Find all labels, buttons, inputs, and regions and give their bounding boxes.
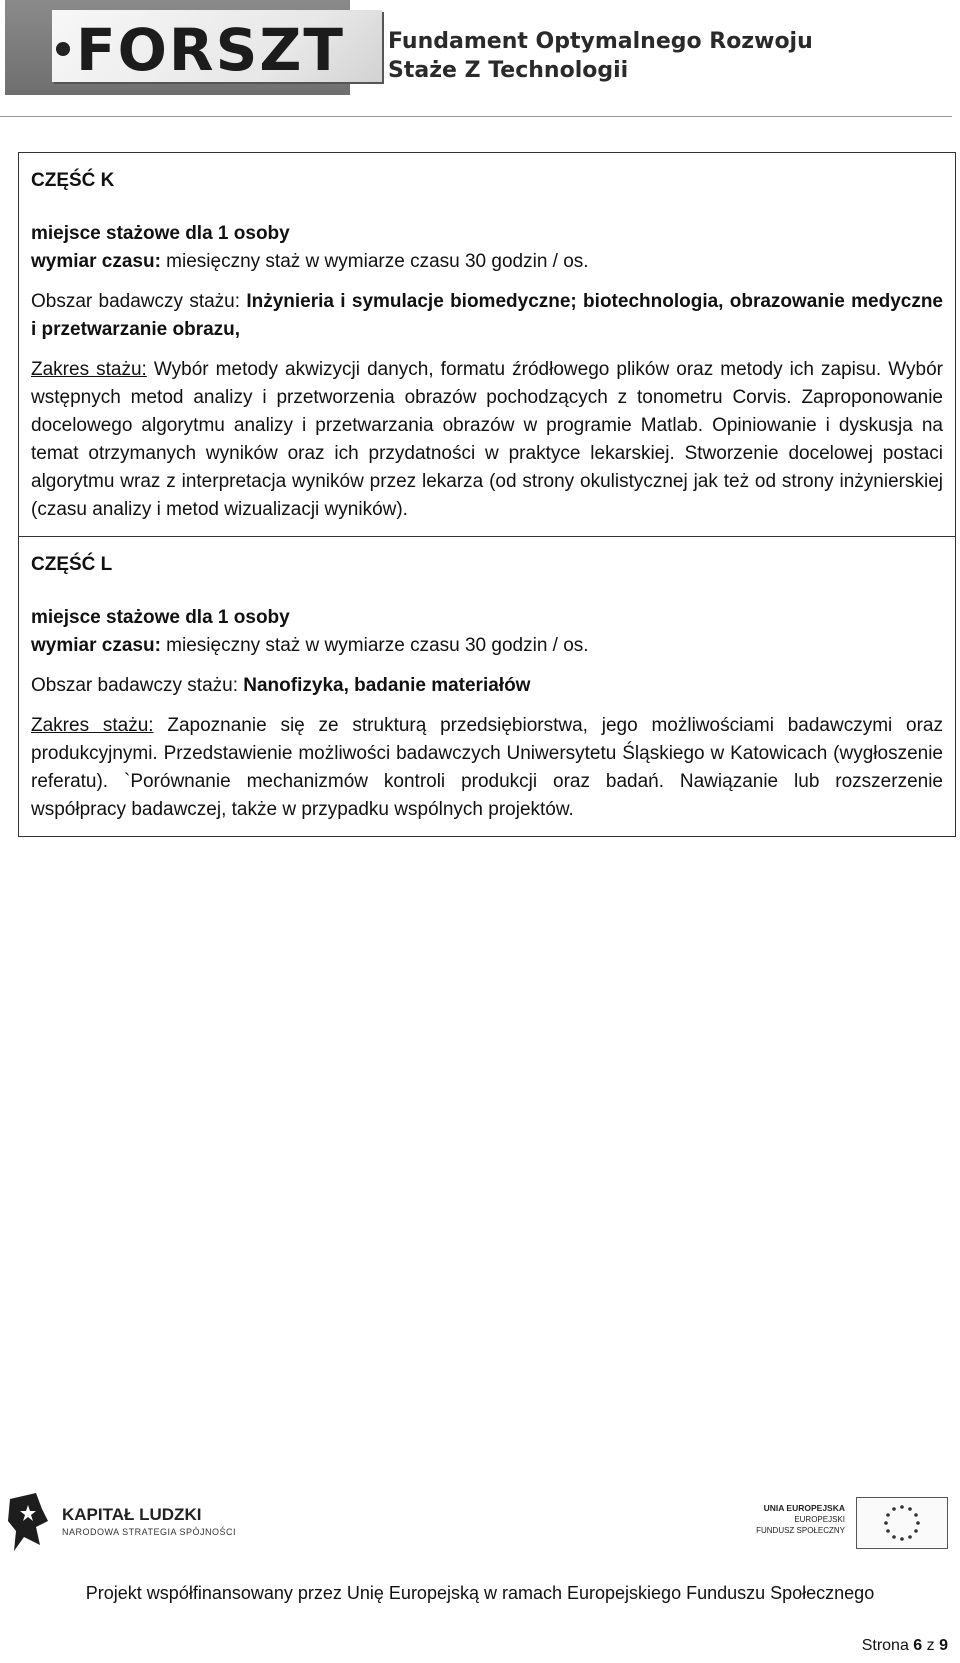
scope-label: Zakres stażu: — [31, 359, 147, 380]
page-prefix: Strona — [861, 1637, 914, 1654]
time-line — [31, 248, 943, 276]
time-label: wymiar czasu: — [31, 251, 161, 272]
forszt-logo-text: FORSZT — [76, 16, 345, 84]
project-subtitle-line1: Fundament Optymalnego Rozwoju — [388, 29, 813, 54]
scope-label: Zakres stażu: — [31, 715, 154, 736]
kapital-ludzki-title: KAPITAŁ LUDZKI — [62, 1505, 202, 1524]
header-divider — [0, 116, 952, 117]
section-title: CZĘŚĆ K — [31, 170, 115, 191]
eu-line2: EUROPEJSKI — [794, 1515, 845, 1524]
project-subtitle — [388, 27, 813, 85]
eu-fund-text — [756, 1503, 845, 1536]
section-k — [18, 152, 956, 537]
time-value: miesięczny staż w wymiarze czasu 30 godzin / os. — [160, 251, 589, 272]
eu-flag-icon — [856, 1497, 948, 1549]
scope-paragraph — [31, 712, 943, 824]
scope-paragraph — [31, 356, 943, 524]
page-total: 9 — [939, 1637, 948, 1654]
area-label: Obszar badawczy stażu: — [31, 675, 244, 696]
section-l — [18, 537, 956, 837]
scope-value: Wybór metody akwizycji danych, formatu źródłowego plików oraz metody ich zapisu. Wybór wstępnych metod analizy i przetworzenia obrazów pochodzących z tonometru Corvis. Zaproponowanie docelowego algorytmu analizy i przetwarzania obrazów w programie Matlab. Opiniowanie i dyskusja na temat otrzymanych wyników oraz ich przydatności w praktyce lekarskiej. Stworzenie docelowej postaci algorytmu wraz z interpretacja wyników przez lekarza (od strony okulistycznej jak też od strony inżynierskiej (czasu analizy i metod wizualizacji wyników). — [31, 359, 943, 520]
places-text: miejsce stażowe dla 1 osoby — [31, 223, 290, 244]
project-subtitle-line2: Staże Z Technologii — [388, 58, 629, 83]
logo-dot-icon — [56, 42, 70, 56]
page-separator: z — [922, 1637, 940, 1654]
document-content — [18, 152, 956, 837]
page-header — [0, 0, 960, 120]
time-line — [31, 632, 943, 660]
cofinancing-note: Projekt współfinansowany przez Unię Europejską w ramach Europejskiego Funduszu Społecznego — [85, 1583, 875, 1603]
time-value: miesięczny staż w wymiarze czasu 30 godzin / os. — [160, 635, 589, 656]
footer-logos — [0, 1485, 960, 1565]
area-line — [31, 288, 943, 344]
area-label: Obszar badawczy stażu: — [31, 291, 247, 312]
kapital-ludzki-flag-icon — [6, 1491, 52, 1553]
scope-value: Zapoznanie się ze strukturą przedsiębiorstwa, jego możliwościami badawczymi oraz produkcyjnymi. Przedstawienie możliwości badawczych Uniwersytetu Śląskiego w Katowicach (wygłoszenie referatu). `Porównanie mechanizmów kontroli produkcji oraz badań. Nawiązanie lub rozszerzenie współpracy badawczej, także w przypadku wspólnych projektów. — [31, 715, 943, 820]
section-title: CZĘŚĆ L — [31, 554, 113, 575]
page-current: 6 — [913, 1637, 923, 1654]
time-label: wymiar czasu: — [31, 635, 161, 656]
eu-line1: UNIA EUROPEJSKA — [763, 1503, 845, 1513]
area-value: Inżynieria i symulacje biomedyczne; biotechnologia, obrazowanie medyczne i przetwarzanie obrazu, — [31, 291, 944, 340]
area-value: Nanofizyka, badanie materiałów — [243, 675, 531, 696]
eu-line3: FUNDUSZ SPOŁECZNY — [756, 1526, 845, 1535]
area-line — [31, 672, 943, 700]
page-number — [862, 1637, 948, 1655]
places-text: miejsce stażowe dla 1 osoby — [31, 607, 290, 628]
kapital-ludzki-subtitle: NARODOWA STRATEGIA SPÓJNOŚCI — [62, 1527, 237, 1537]
